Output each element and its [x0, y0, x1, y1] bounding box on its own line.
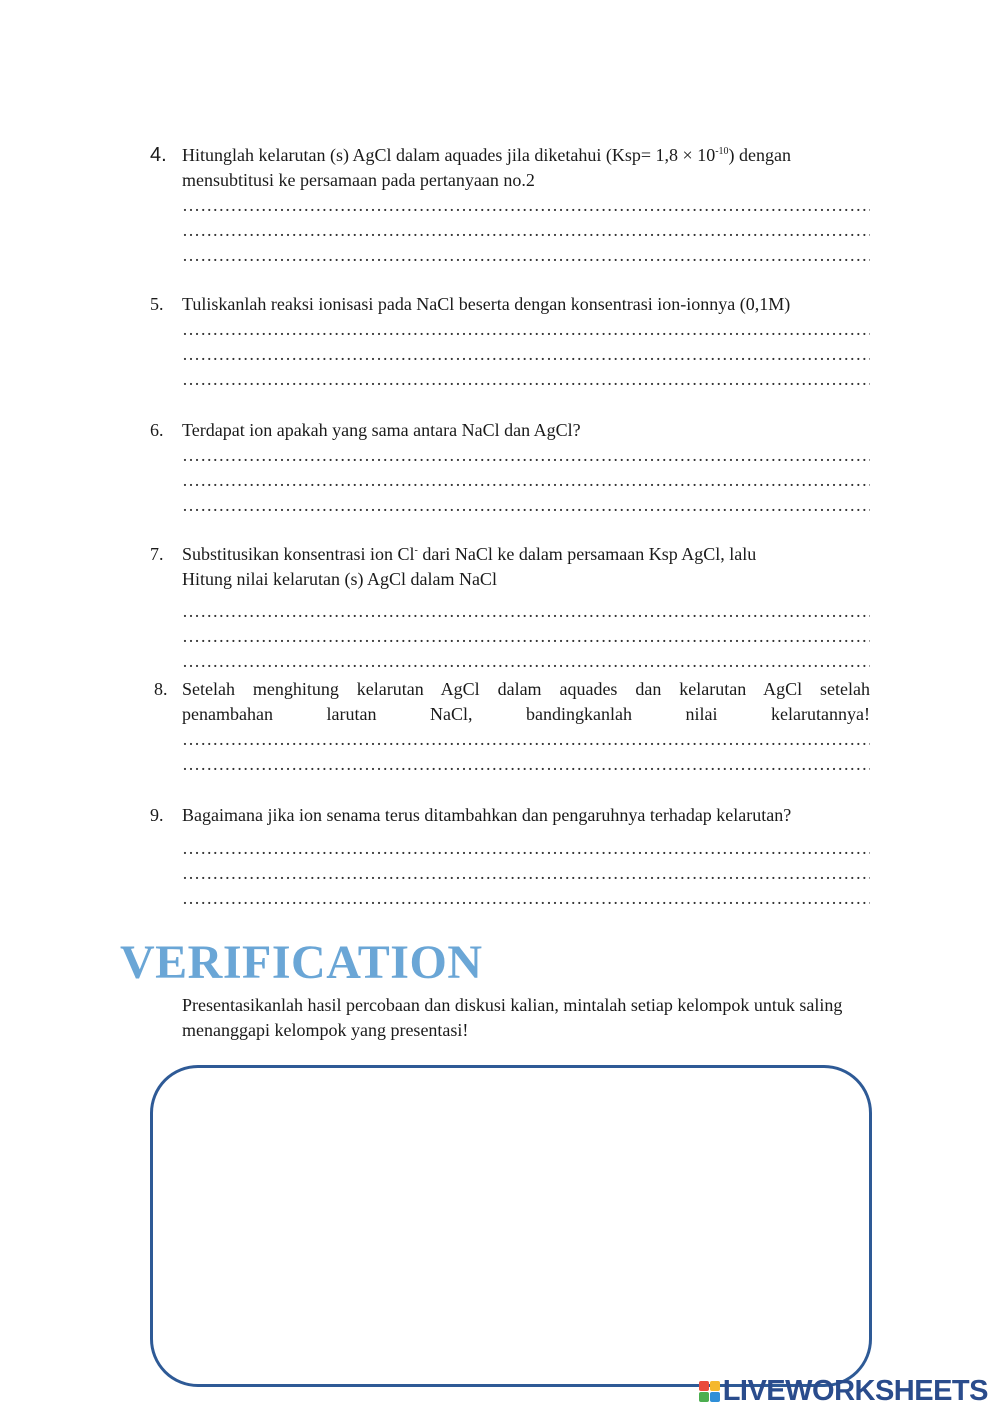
question-text: Terdapat ion apakah yang sama antara NaCl dan AgCl? — [182, 420, 581, 440]
answer-line[interactable] — [182, 599, 870, 624]
question-text: Substitusikan konsentrasi ion Cl- dari NaCl ke dalam persamaan Ksp AgCl, lalu — [182, 544, 757, 564]
question-9 — [150, 803, 870, 911]
question-number: 8. — [154, 679, 168, 699]
answer-line[interactable] — [182, 342, 870, 367]
question-text: Setelah menghitung kelarutan AgCl dalam aquades dan kelarutan AgCl setelah — [182, 679, 870, 699]
verification-instruction: Presentasikanlah hasil percobaan dan diskusi kalian, mintalah setiap kelompok untuk saling menanggapi kelompok yang presentasi! — [182, 995, 843, 1040]
question-text-line2: Hitung nilai kelarutan (s) AgCl dalam NaCl — [182, 569, 497, 589]
question-text: Tuliskanlah reaksi ionisasi pada NaCl beserta dengan konsentrasi ion-ionnya (0,1M) — [182, 294, 791, 314]
answer-line[interactable] — [182, 861, 870, 886]
question-4 — [150, 143, 870, 268]
answer-line[interactable] — [182, 443, 870, 468]
answer-line[interactable] — [182, 367, 870, 392]
question-number: 7. — [150, 544, 164, 564]
question-text-line2: penambahan larutan NaCl, bandingkanlah nilai kelarutannya! — [182, 704, 870, 724]
question-number: 6. — [150, 420, 164, 440]
answer-line[interactable] — [182, 727, 870, 752]
question-8 — [150, 677, 870, 789]
verification-heading: VERIFICATION — [120, 936, 483, 989]
answer-line[interactable] — [182, 752, 870, 777]
question-text: Bagaimana jika ion senama terus ditambahkan dan pengaruhnya terhadap kelarutan? — [182, 805, 792, 825]
answer-box[interactable] — [150, 1065, 872, 1387]
answer-line[interactable] — [182, 649, 870, 674]
answer-line[interactable] — [182, 218, 870, 243]
answer-line[interactable] — [182, 317, 870, 342]
answer-line[interactable] — [182, 777, 870, 789]
question-6 — [150, 418, 870, 518]
question-number: 4. — [150, 144, 167, 166]
question-5 — [150, 292, 870, 392]
answer-line[interactable] — [182, 624, 870, 649]
question-7 — [150, 542, 870, 674]
question-number: 9. — [150, 805, 164, 825]
answer-line[interactable] — [182, 243, 870, 268]
question-text: Hitunglah kelarutan (s) AgCl dalam aquades jila diketahui $(Ksp= 1,8 \times 10^{-10})$ dengan mensubtitusi ke persamaan pada pertanyaan no.2 — [182, 145, 792, 190]
liveworksheets-logo — [699, 1375, 988, 1408]
answer-line[interactable] — [182, 886, 870, 911]
answer-line[interactable] — [182, 836, 870, 861]
logo-blocks-icon — [699, 1381, 720, 1402]
answer-line[interactable] — [182, 493, 870, 518]
logo-text: LIVEWORKSHEETS — [722, 1375, 988, 1407]
question-number: 5. — [150, 294, 164, 314]
answer-line[interactable] — [182, 468, 870, 493]
answer-line[interactable] — [182, 193, 870, 218]
